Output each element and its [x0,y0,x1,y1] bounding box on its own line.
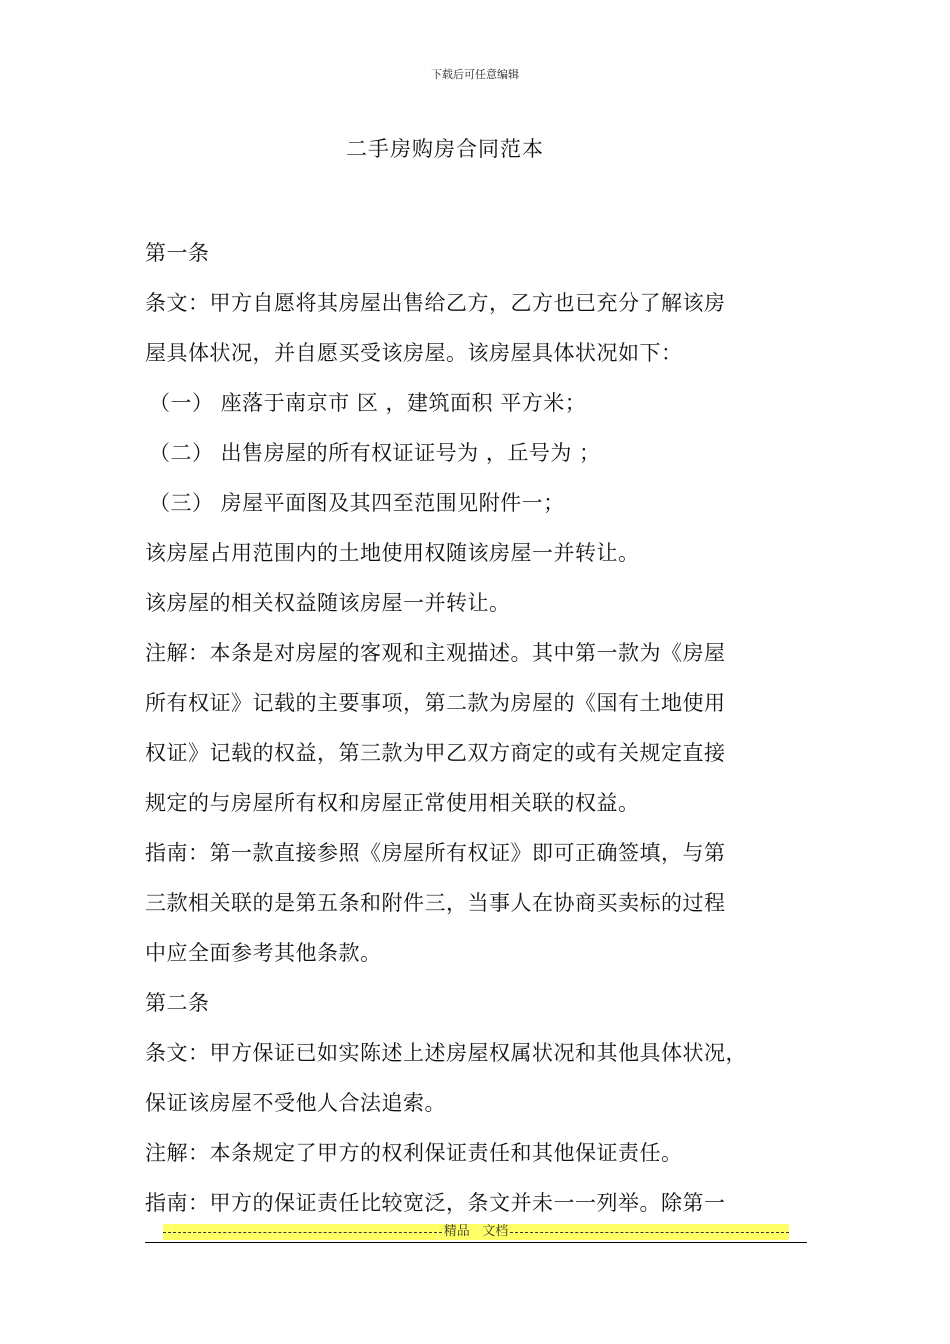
body-line: 该房屋占用范围内的土地使用权随该房屋一并转让。 [145,541,640,565]
body-line: 条文：甲方保证已如实陈述上述房屋权属状况和其他具体状况， [145,1041,747,1065]
body-line: 该房屋的相关权益随该房屋一并转让。 [145,591,511,615]
body-line: 指南：甲方的保证责任比较宽泛，条文并未一一列举。除第一 [145,1191,726,1215]
article-heading: 第一条 [145,241,210,265]
body-line: 条文：甲方自愿将其房屋出售给乙方，乙方也已充分了解该房 [145,291,726,315]
footer-dash-left [163,1232,442,1233]
footer-banner [163,1224,789,1240]
body-line: 权证》记载的权益，第三款为甲乙双方商定的或有关规定直接 [145,741,726,765]
list-item: （一） 座落于南京市 区 ，建筑面积 平方米； [149,391,587,415]
article-heading: 第二条 [145,991,210,1015]
footer-divider [145,1242,807,1243]
body-line: 注解：本条规定了甲方的权利保证责任和其他保证责任。 [145,1141,683,1165]
footer-label: 精品 文档 [443,1224,509,1239]
body-line: 屋具体状况，并自愿买受该房屋。该房屋具体状况如下： [145,341,683,365]
list-item: （三） 房屋平面图及其四至范围见附件一； [149,491,565,515]
body-line: 规定的与房屋所有权和房屋正常使用相关联的权益。 [145,791,640,815]
document-body [145,228,815,1228]
body-line: 中应全面参考其他条款。 [145,941,382,965]
body-line: 保证该房屋不受他人合法追索。 [145,1091,446,1115]
body-line: 所有权证》记载的主要事项，第二款为房屋的《国有土地使用 [145,691,726,715]
document-title: 二手房购房合同范本 [346,137,544,161]
body-line: 指南：第一款直接参照《房屋所有权证》即可正确签填，与第 [145,841,726,865]
body-line: 三款相关联的是第五条和附件三，当事人在协商买卖标的过程 [145,891,726,915]
body-line: 注解：本条是对房屋的客观和主观描述。其中第一款为《房屋 [145,641,726,665]
header-note: 下载后可任意编辑 [431,68,519,81]
footer-dash-right [510,1232,789,1233]
list-item: （二） 出售房屋的所有权证证号为 ，丘号为 ； [149,441,601,465]
